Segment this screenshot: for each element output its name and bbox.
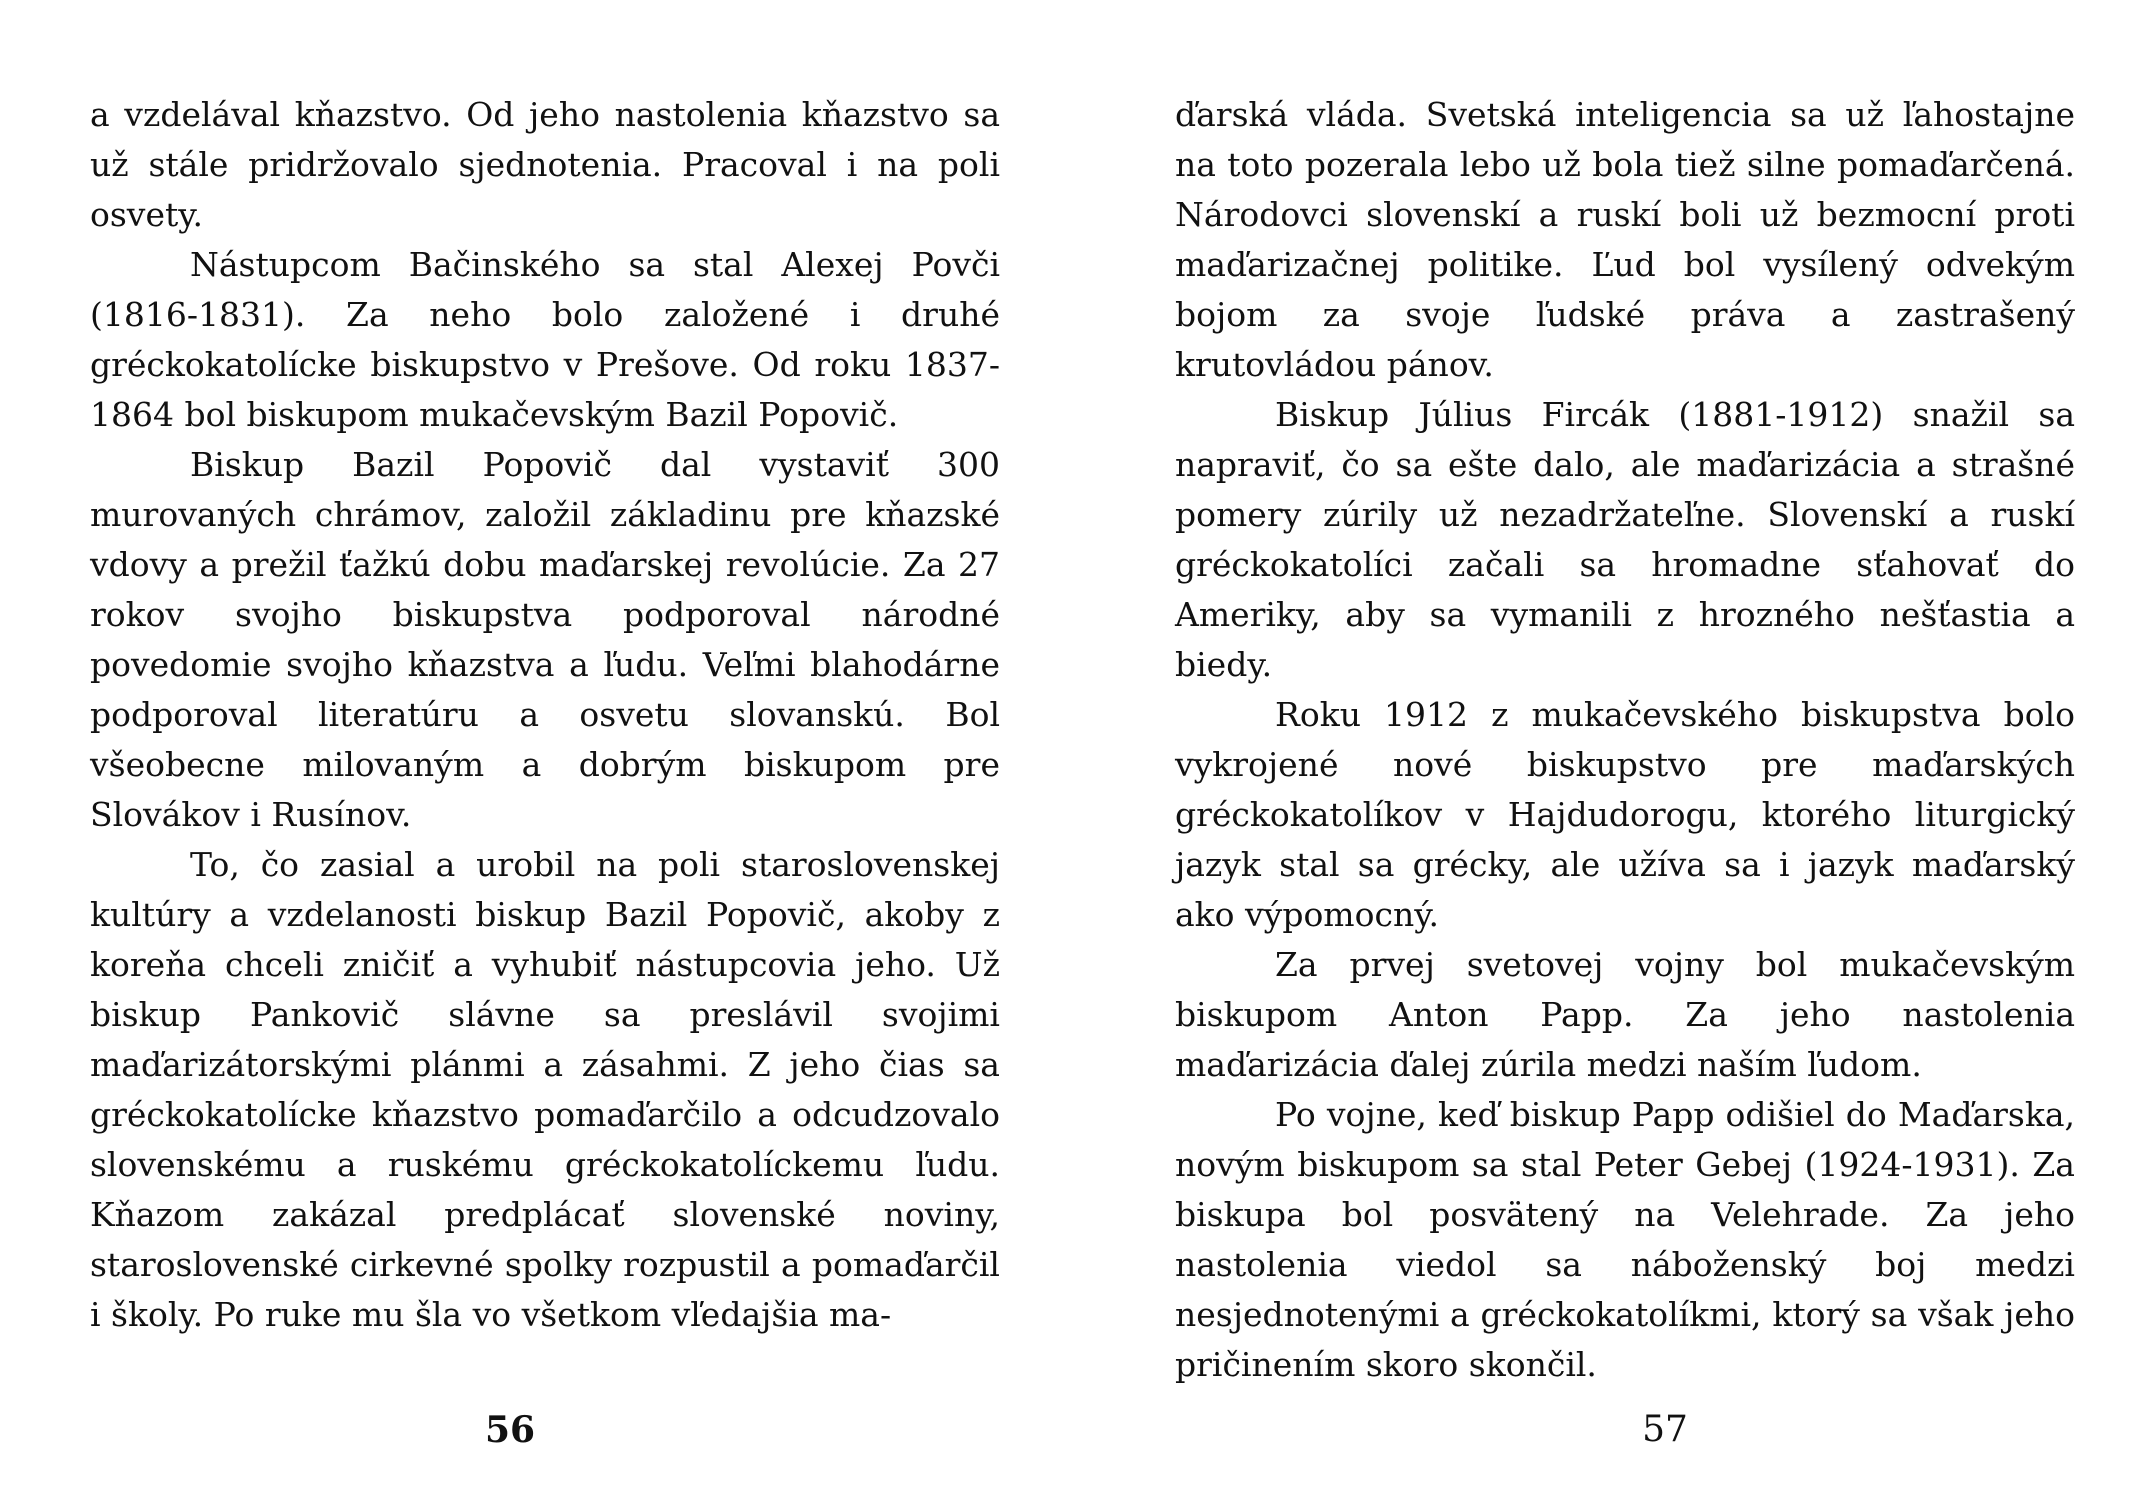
paragraph: a vzdelával kňazstvo. Od jeho nastolenia kňazstvo sa už stále pridržovalo sjednotenia. Pracoval i na poli osvety.	[90, 95, 1000, 234]
paragraph: Nástupcom Bačinského sa stal Alexej Povči (1816-1831). Za neho bolo založené i druhé gréckokatolícke biskupstvo v Prešove. Od roku 1837-1864 bol biskupom mukačevským Bazil Popovič.	[90, 245, 1000, 434]
right-page-text	[1175, 90, 2075, 1390]
paragraph: To, čo zasial a urobil na poli staroslovenskej kultúry a vzdelanosti biskup Bazil Popovič, akoby z koreňa chceli zničiť a vyhubiť nástupcovia jeho. Už biskup Pankovič slávne sa preslávil svojimi maďarizátorskými plánmi a zásahmi. Z jeho čias sa gréckokatolícke kňazstvo pomaďarčilo a odcudzovalo slovenskému a ruskému gréckokatolíckemu ľudu. Kňazom zakázal predplácať slovenské noviny, staroslovenské cirkevné spolky rozpustil a pomaďarčil i školy. Po ruke mu šla vo všetkom vľedajšia ma-	[90, 845, 1000, 1334]
paragraph: Po vojne, keď biskup Papp odišiel do Maďarska, novým biskupom sa stal Peter Gebej (1924-1931). Za biskupa bol posvätený na Velehrade. Za jeho nastolenia viedol sa náboženský boj medzi nesjednotenými a gréckokatolíkmi, ktorý sa však jeho pričinením skoro skončil.	[1175, 1095, 2075, 1384]
paragraph: Biskup Bazil Popovič dal vystaviť 300 murovaných chrámov, založil základinu pre kňazské vdovy a prežil ťažkú dobu maďarskej revolúcie. Za 27 rokov svojho biskupstva podporoval národné povedomie svojho kňazstva a ľudu. Veľmi blahodárne podporoval literatúru a osvetu slovanskú. Bol všeobecne milovaným a dobrým biskupom pre Slovákov i Rusínov.	[90, 445, 1000, 834]
paragraph: Roku 1912 z mukačevského biskupstva bolo vykrojené nové biskupstvo pre maďarských gréckokatolíkov v Hajdudorogu, ktorého liturgický jazyk stal sa grécky, ale užíva sa i jazyk maďarský ako výpomocný.	[1175, 695, 2075, 934]
right-page	[1075, 0, 2150, 1500]
paragraph: Biskup Július Fircák (1881-1912) snažil sa napraviť, čo sa ešte dalo, ale maďarizácia a strašné pomery zúrily už nezadržateľne. Slovenskí a ruskí gréckokatolíci začali sa hromadne sťahovať do Ameriky, aby sa vymanili z hrozného nešťastia a biedy.	[1175, 395, 2075, 684]
page-number-left: 56	[484, 1409, 536, 1451]
page-number-right: 57	[1642, 1409, 1688, 1450]
paragraph: ďarská vláda. Svetská inteligencia sa už ľahostajne na toto pozerala lebo už bola tiež silne pomaďarčená. Národovci slovenskí a ruskí boli už bezmocní proti maďarizačnej politike. Ľud bol vysílený odvekým bojom za svoje ľudské práva a zastrašený krutovládou pánov.	[1175, 95, 2075, 384]
left-page-text	[90, 90, 1000, 1340]
paragraph: Za prvej svetovej vojny bol mukačevským biskupom Anton Papp. Za jeho nastolenia maďarizácia ďalej zúrila medzi naším ľudom.	[1175, 945, 2075, 1084]
